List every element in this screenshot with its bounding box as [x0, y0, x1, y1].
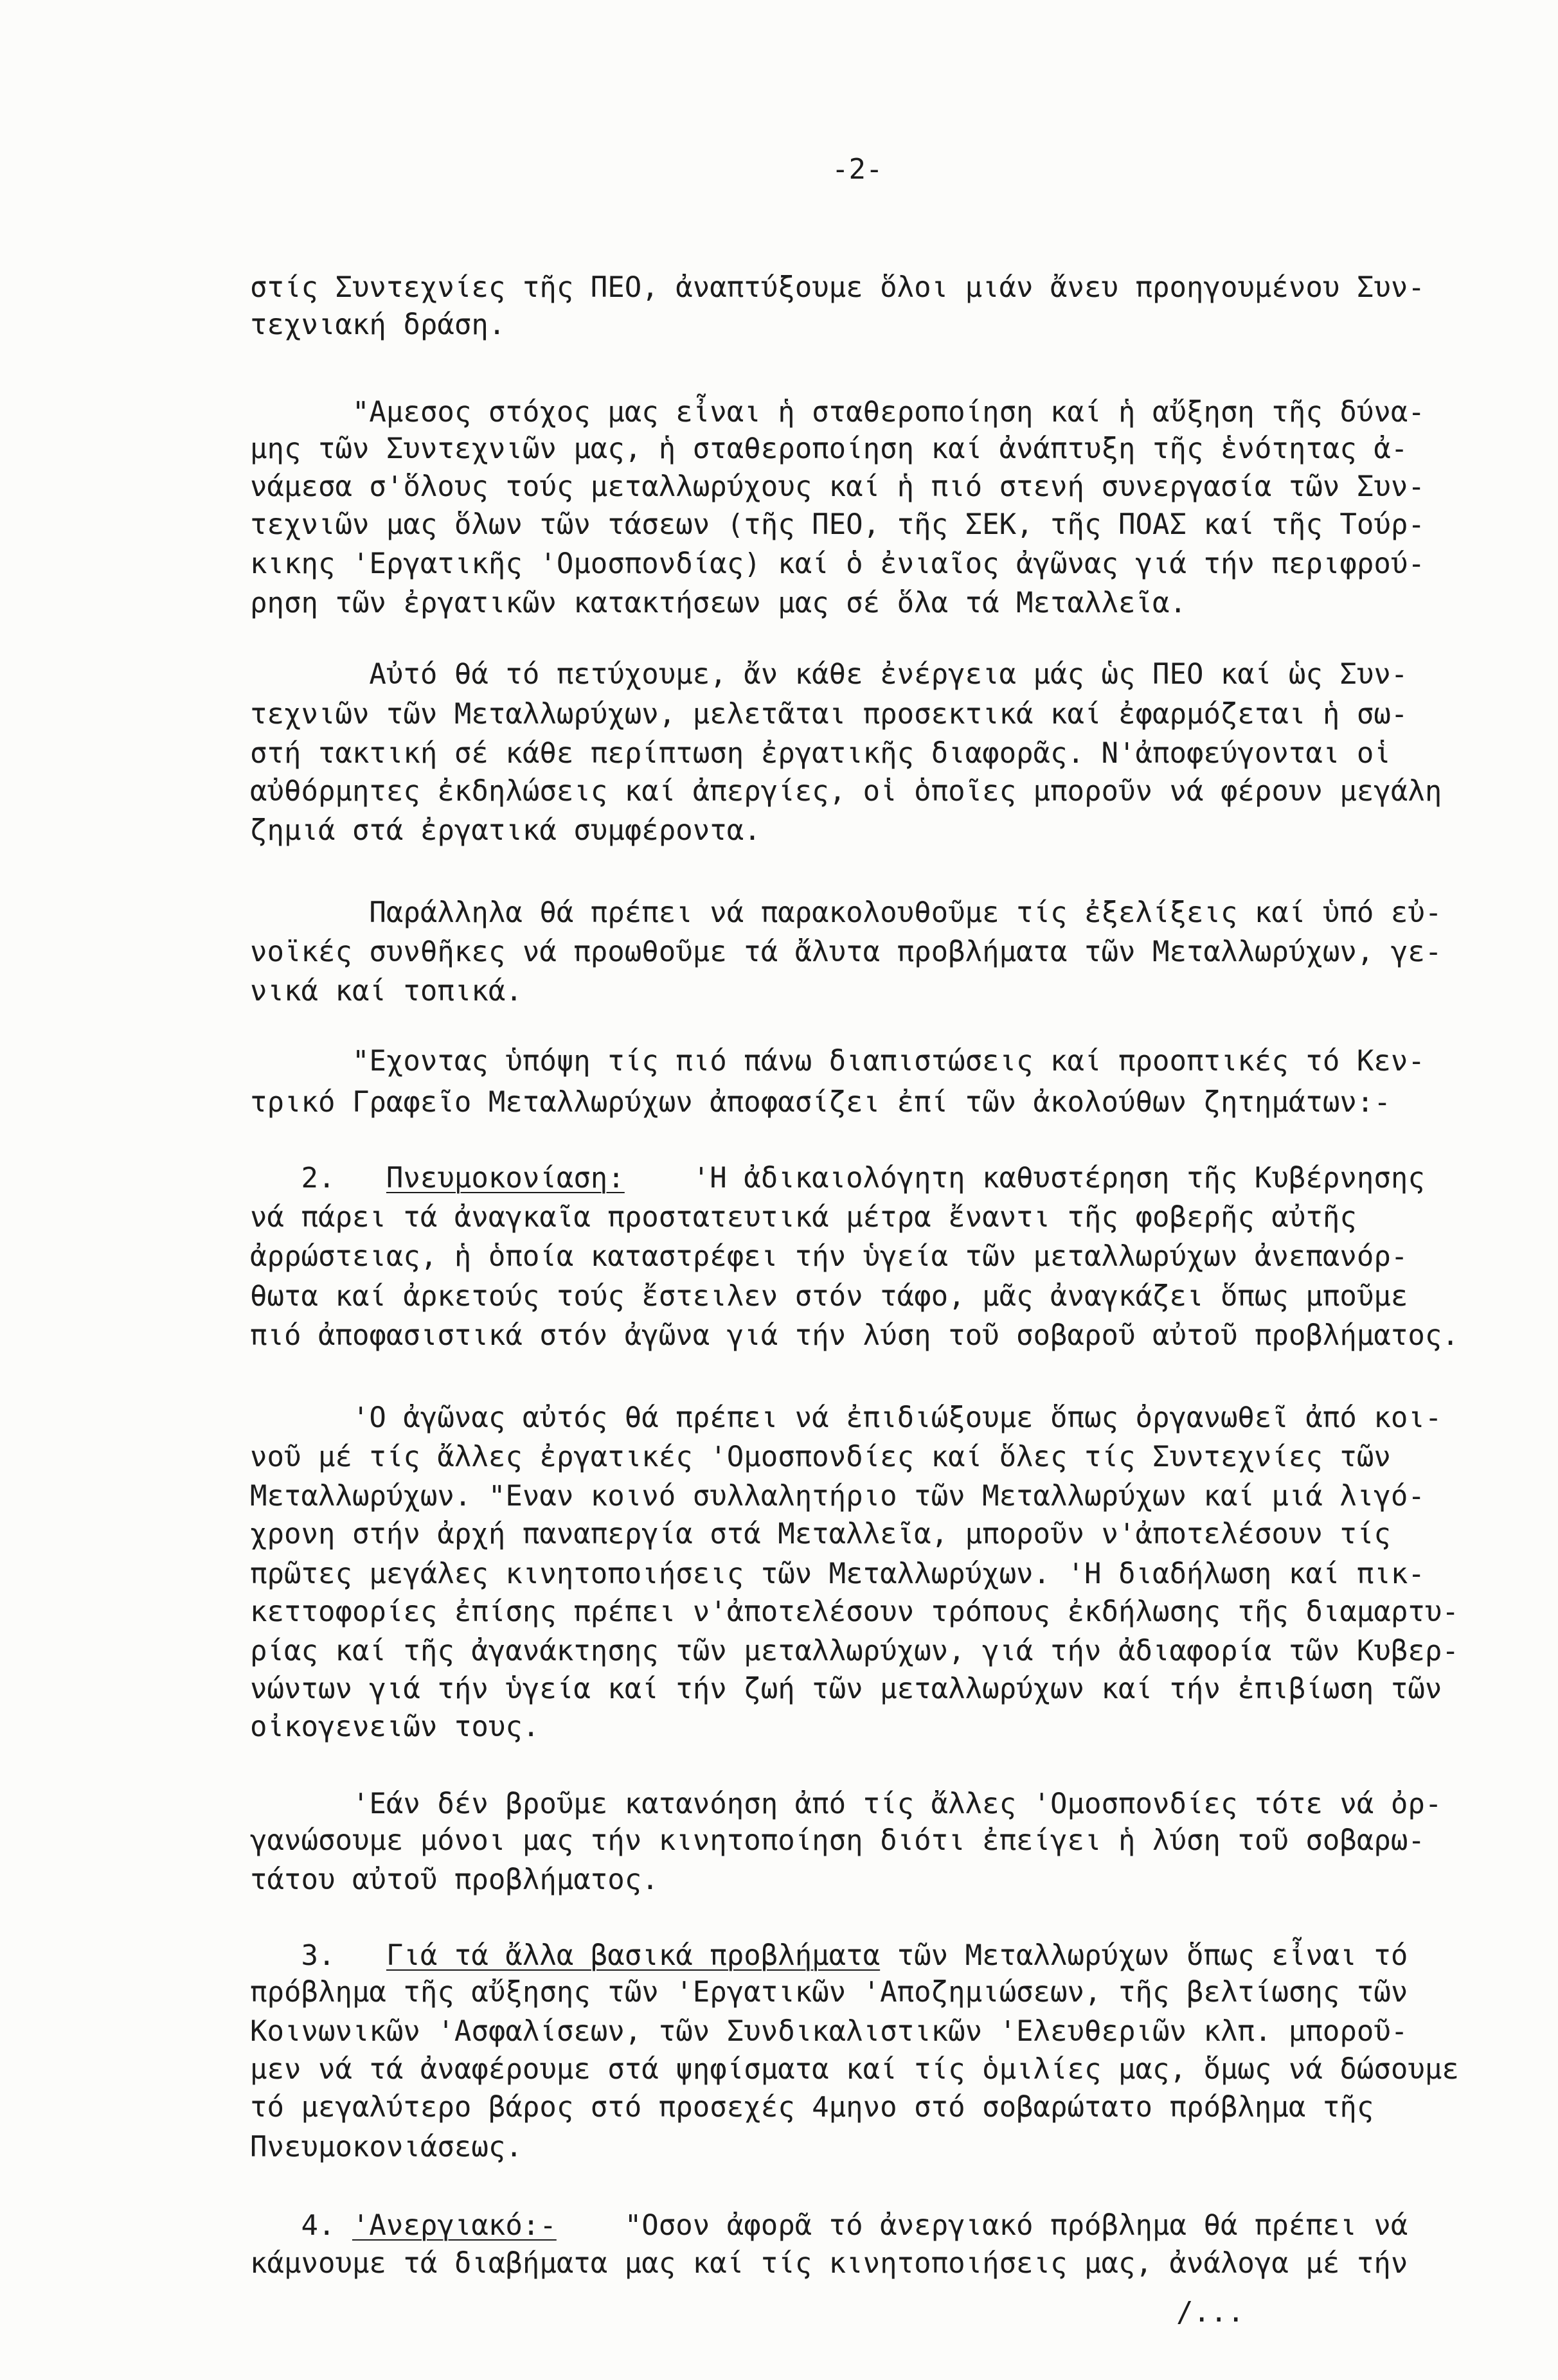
- text-line: Μεταλλωρύχων. "Εναν κοινό συλλαλητήριο τῶν Μεταλλωρύχων καί μιά λιγό-: [250, 1480, 1425, 1513]
- text-line: Παράλληλα θά πρέπει νά παρακολουθοῦμε τίς ἐξελίξεις καί ὑπό εὐ-: [369, 896, 1442, 929]
- text-line: "Αμεσος στόχος μας εἶναι ἡ σταθεροποίηση καί ἡ αὔξηση τῆς δύνα-: [352, 396, 1425, 429]
- item-heading: Γιά τά ἄλλα βασικά προβλήματα: [386, 1939, 881, 1972]
- text-line: αὐθόρμητες ἐκδηλώσεις καί ἀπεργίες, οἱ ὁποῖες μποροῦν νά φέρουν μεγάλη: [250, 775, 1442, 808]
- item-first-line: [250, 1160, 1425, 1196]
- text-line: πρόβλημα τῆς αὔξησης τῶν 'Εργατικῶν 'Αποζημιώσεων, τῆς βελτίωσης τῶν: [250, 1976, 1408, 2009]
- text-line: γανώσουμε μόνοι μας τήν κινητοποίηση διότι ἐπείγει ἡ λύση τοῦ σοβαρω-: [250, 1824, 1425, 1857]
- text-line: νοῦ μέ τίς ἄλλες ἐργατικές 'Ομοσπονδίες καί ὅλες τίς Συντεχνίες τῶν: [250, 1441, 1391, 1473]
- text-line: Κοινωνικῶν 'Ασφαλίσεων, τῶν Συνδικαλιστικῶν 'Ελευθεριῶν κλπ. μποροῦ-: [250, 2015, 1408, 2048]
- item-number: 3.: [301, 1939, 336, 1972]
- page-number: -2-: [832, 153, 883, 186]
- text-line: κάμνουμε τά διαβήματα μας καί τίς κινητοποιήσεις μας, ἀνάλογα μέ τήν: [250, 2247, 1408, 2280]
- text-line: τάτου αὐτοῦ προβλήματος.: [250, 1863, 659, 1896]
- text-line: νικά καί τοπικά.: [250, 975, 523, 1008]
- text-line: μης τῶν Συντεχνιῶν μας, ἡ σταθεροποίηση καί ἀνάπτυξη τῆς ἑνότητας ἀ-: [250, 432, 1408, 465]
- text-line: θωτα καί ἀρκετούς τούς ἔστειλεν στόν τάφο, μᾶς ἀναγκάζει ὅπως μποῦμε: [250, 1280, 1408, 1313]
- text-line: στίς Συντεχνίες τῆς ΠΕΟ, ἀναπτύξουμε ὅλοι μιάν ἄνευ προηγουμένου Συν-: [250, 271, 1425, 304]
- text-line: 'Ο ἀγῶνας αὐτός θά πρέπει νά ἐπιδιώξουμε ὅπως ὀργανωθεῖ ἀπό κοι-: [352, 1401, 1442, 1434]
- text-line: στή τακτική σέ κάθε περίπτωση ἐργατικῆς διαφορᾶς. Ν'ἀποφεύγονται οἱ: [250, 737, 1391, 770]
- text-line: πιό ἀποφασιστικά στόν ἀγῶνα γιά τήν λύση τοῦ σοβαροῦ αὐτοῦ προβλήματος.: [250, 1319, 1459, 1352]
- text-line: τεχνιῶν μας ὅλων τῶν τάσεων (τῆς ΠΕΟ, τῆς ΣΕΚ, τῆς ΠΟΑΣ καί τῆς Τούρ-: [250, 508, 1425, 541]
- text-line: "Εχοντας ὑπόψη τίς πιό πάνω διαπιστώσεις καί προοπτικές τό Κεν-: [352, 1045, 1425, 1078]
- text-line: χρονη στήν ἀρχή παναπεργία στά Μεταλλεῖα, μποροῦν ν'ἀποτελέσουν τίς: [250, 1518, 1391, 1550]
- text-line: ἀρρώστειας, ἡ ὁποία καταστρέφει τήν ὑγεία τῶν μεταλλωρύχων ἀνεπανόρ-: [250, 1240, 1408, 1273]
- text-line: 'Εάν δέν βροῦμε κατανόηση ἀπό τίς ἄλλες 'Ομοσπονδίες τότε νά ὀρ-: [352, 1788, 1442, 1820]
- text-line: νοϊκές συνθῆκες νά προωθοῦμε τά ἄλυτα προβλήματα τῶν Μεταλλωρύχων, γε-: [250, 936, 1442, 968]
- text-line: τεχνιακή δράση.: [250, 308, 506, 341]
- text-line: μεν νά τά ἀναφέρουμε στά ψηφίσματα καί τίς ὁμιλίες μας, ὅμως νά δώσουμε: [250, 2053, 1459, 2086]
- item-number: 2.: [301, 1162, 336, 1194]
- text-line: Αὐτό θά τό πετύχουμε, ἄν κάθε ἐνέργεια μάς ὡς ΠΕΟ καί ὡς Συν-: [369, 658, 1408, 691]
- text-line: τρικό Γραφεῖο Μεταλλωρύχων ἀποφασίζει ἐπί τῶν ἀκολούθων ζητημάτων:-: [250, 1086, 1391, 1119]
- text-line: πρῶτες μεγάλες κινητοποιήσεις τῶν Μεταλλωρύχων. 'Η διαδήλωση καί πικ-: [250, 1558, 1425, 1590]
- continuation-marker: /...: [1176, 2296, 1244, 2329]
- item-number: 4.: [301, 2209, 336, 2242]
- item-first-line: [250, 2208, 1408, 2244]
- text-line: τεχνιῶν τῶν Μεταλλωρύχων, μελετᾶται προσεκτικά καί ἐφαρμόζεται ἡ σω-: [250, 698, 1408, 731]
- item-lead-text: 'Η ἀδικαιολόγητη καθυστέρηση τῆς Κυβέρνησης: [692, 1162, 1425, 1194]
- text-line: Πνευμοκονιάσεως.: [250, 2131, 523, 2163]
- item-heading: Πνευμοκονίαση:: [386, 1162, 625, 1194]
- text-line: τό μεγαλύτερο βάρος στό προσεχές 4μηνο στό σοβαρώτατο πρόβλημα τῆς: [250, 2091, 1374, 2124]
- text-line: νάμεσα σ'ὅλους τούς μεταλλωρύχους καί ἡ πιό στενή συνεργασία τῶν Συν-: [250, 470, 1425, 503]
- text-line: κικης 'Εργατικῆς 'Ομοσπονδίας) καί ὁ ἐνιαῖος ἀγῶνας γιά τήν περιφρού-: [250, 547, 1425, 580]
- item-lead-text: τῶν Μεταλλωρύχων ὅπως εἶναι τό: [897, 1939, 1408, 1972]
- text-line: ζημιά στά ἐργατικά συμφέροντα.: [250, 814, 761, 847]
- text-line: ρηση τῶν ἐργατικῶν κατακτήσεων μας σέ ὅλα τά Μεταλλεῖα.: [250, 587, 1186, 619]
- text-line: ρίας καί τῆς ἀγανάκτησης τῶν μεταλλωρύχων, γιά τήν ἀδιαφορία τῶν Κυβερ-: [250, 1635, 1459, 1667]
- item-heading: 'Ανεργιακό:-: [352, 2209, 557, 2242]
- text-line: νά πάρει τά ἀναγκαῖα προστατευτικά μέτρα ἔναντι τῆς φοβερῆς αὐτῆς: [250, 1201, 1357, 1234]
- item-lead-text: "Οσον ἀφορᾶ τό ἀνεργιακό πρόβλημα θά πρέπει νά: [624, 2209, 1408, 2242]
- text-line: οἰκογενειῶν τους.: [250, 1710, 540, 1743]
- text-line: κεττοφορίες ἐπίσης πρέπει ν'ἀποτελέσουν τρόπους ἐκδήλωσης τῆς διαμαρτυ-: [250, 1595, 1459, 1628]
- text-line: νώντων γιά τήν ὑγεία καί τήν ζωή τῶν μεταλλωρύχων καί τήν ἐπιβίωση τῶν: [250, 1673, 1442, 1705]
- item-first-line: [250, 1938, 1408, 1974]
